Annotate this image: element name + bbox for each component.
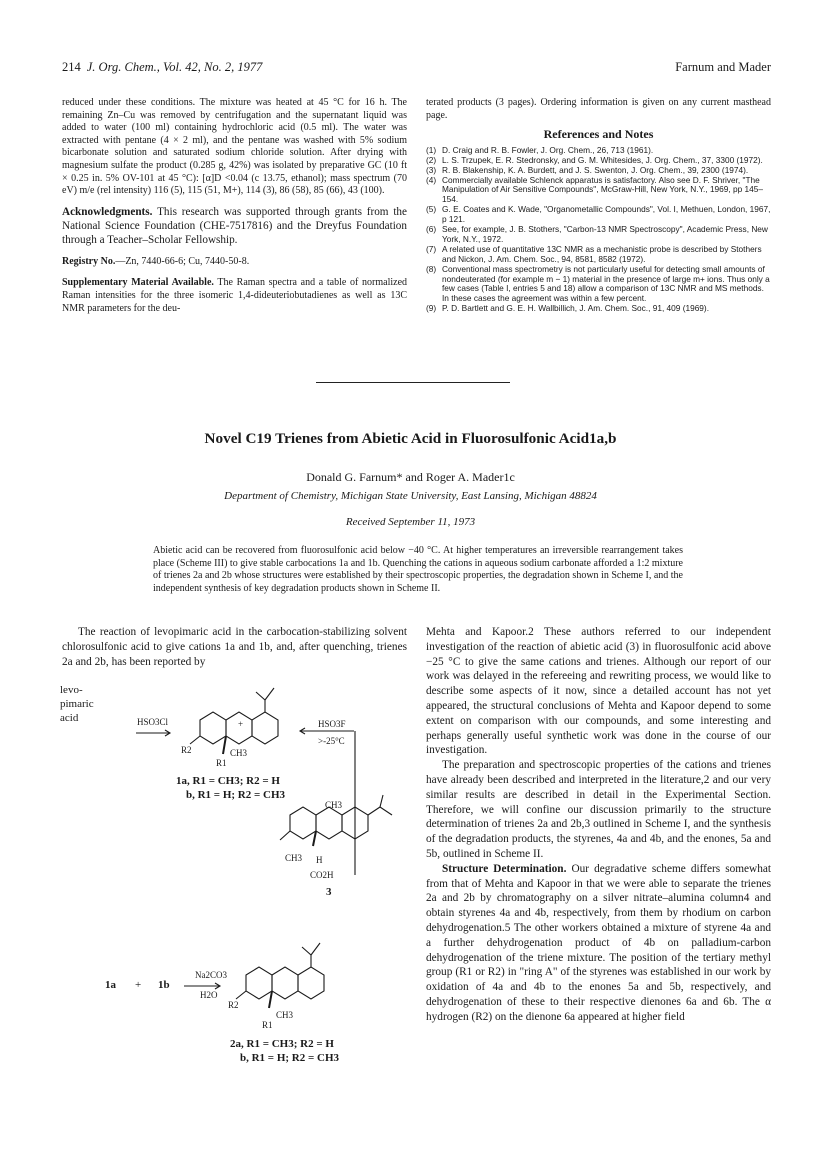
reference-text: R. B. Blakenship, K. A. Burdett, and J. S. Swenton, J. Org. Chem., 39, 2300 (1974). bbox=[442, 164, 749, 175]
compound-label-1a: 1a, R1 = CH3; R2 = H bbox=[176, 775, 280, 787]
r1-label: R1 bbox=[262, 1020, 273, 1030]
reference-number: (4) bbox=[426, 174, 437, 185]
reference-number: (9) bbox=[426, 303, 437, 314]
reference-text: Commercially available Schlenck apparatus is satisfactory. Also see D. F. Shriver, "The Manipulation of Air Sensitive Compounds", McGraw-Hill, New York, N.Y., 1969, pp 145–154. bbox=[442, 174, 764, 205]
carboxyl-label: CO2H bbox=[310, 870, 334, 880]
reference-text: D. Craig and R. B. Fowler, J. Org. Chem., 26, 713 (1961). bbox=[442, 144, 654, 155]
compound-label-2b: b, R1 = H; R2 = CH3 bbox=[240, 1052, 340, 1064]
reference-text: Conventional mass spectrometry is not particularly useful for detecting small amounts of nondeuterated (for example m − 1) material in the presence of large m+ ions. Thus only a few cases (Table I, entries 5 and 18) allow a comparison of 13C NMR and MS methods. In these cases the agreement was within a few percent. bbox=[442, 263, 770, 304]
quench-plus: + bbox=[135, 979, 142, 991]
ack-heading: Acknowledgments. bbox=[62, 205, 153, 218]
methyl-label: CH3 bbox=[276, 1010, 294, 1020]
body-paragraph: Mehta and Kapoor.2 These authors referred to our independent investigation of the reaction of abietic acid (3) in fluorosulfonic acid above −25 °C to give the same cations and trienes. Although our report of our work was delayed in the refereeing and rewriting process, we would like to describe some aspects of it now, since a detailed account has not yet appeared, the structural conclusions of Mehta and Kapoor depend to some extent on comparison with our compounds, and some interesting and perhaps generally useful synthetic work was done in the course of our investigation. bbox=[426, 626, 771, 757]
section-text: Our degradative scheme differs somewhat from that of Mehta and Kapoor in that we were able to separate the trienes 2a and 2b by chromatography on a silver nitrate–alumina column4 and obtain styrenes 4a and 4b, respectively, from them by rhodium on carbon dehydrogenation.5 The other workers obtained a mixture of styrene 4a and a further dehydrogenation product of 4b on palladium-carbon dehydrogenation of the triene mixture. The position of the tertiary methyl group (R1 or R2) in "ring A" of the styrenes was established in our work by oxidation of 4a and 4b to the enones 5a and 5b, respectively, and dehydrogenation of these to their respective dienones 6a and 6b. The α hydrogen (R2) on the dienone 6a appeared at higher field bbox=[426, 862, 771, 1023]
page-number: 214 bbox=[62, 60, 81, 74]
reference-text: See, for example, J. B. Stothers, "Carbon-13 NMR Spectroscopy", Academic Press, New York, N.Y., 1972. bbox=[442, 224, 768, 244]
reference-number: (5) bbox=[426, 204, 437, 215]
reagent-hso3f: HSO3F bbox=[318, 719, 346, 729]
r1-label: R1 bbox=[216, 758, 227, 768]
reference-text: G. E. Coates and K. Wade, "Organometallic Compounds", Vol. I, Methuen, London, 1967, p 121. bbox=[442, 204, 771, 225]
reference-number: (1) bbox=[426, 144, 437, 155]
reactant-levo: levo- bbox=[60, 684, 83, 696]
compound-label-1b: b, R1 = H; R2 = CH3 bbox=[186, 789, 286, 801]
r2-label: R2 bbox=[228, 1000, 239, 1010]
reactant-acid: acid bbox=[60, 712, 79, 724]
compound-label-2a: 2a, R1 = CH3; R2 = H bbox=[230, 1038, 334, 1050]
body-intro: The reaction of levopimaric acid in the carbocation-stabilizing solvent chlorosulfonic acid to give cations 1a and 1b, and, after quenching, trienes 2a and 2b, has been reported by bbox=[62, 626, 407, 668]
reagent-hso3cl: HSO3Cl bbox=[137, 717, 169, 727]
affiliation: Department of Chemistry, Michigan State University, East Lansing, Michigan 48824 bbox=[224, 490, 597, 502]
reference-number: (3) bbox=[426, 164, 437, 175]
cation-structure bbox=[190, 688, 278, 754]
supp-heading: Supplementary Material Available. bbox=[62, 277, 214, 289]
reference-number: (6) bbox=[426, 224, 437, 235]
reference-text: A related use of quantitative 13C NMR as a mechanistic probe is described by Stothers and Nickon, J. Am. Chem. Soc., 94, 8581, 8582 (1972). bbox=[442, 243, 762, 264]
reactant-pimaric: pimaric bbox=[60, 698, 94, 710]
compound-label-3: 3 bbox=[326, 886, 332, 898]
article-title: Novel C19 Trienes from Abietic Acid in Fluorosulfonic Acid1a,b bbox=[204, 430, 617, 447]
r2-label: R2 bbox=[181, 745, 192, 755]
reaction-temperature: >-25°C bbox=[318, 736, 345, 746]
section-heading: Structure Determination. bbox=[442, 862, 567, 875]
continuation-paragraph: terated products (3 pages). Ordering information is given on any current masthead page. bbox=[426, 97, 771, 121]
registry-text: —Zn, 7440-66-6; Cu, 7440-50-8. bbox=[115, 255, 250, 267]
quench-reactant-1b: 1b bbox=[158, 979, 170, 991]
reference-number: (7) bbox=[426, 243, 437, 254]
references-heading: References and Notes bbox=[543, 127, 654, 142]
reference-number: (8) bbox=[426, 263, 437, 274]
hydrogen-label: H bbox=[316, 855, 323, 865]
ack-text: This research was supported through grants from the National Science Foundation (CHE-7517816) and the Dreyfus Foundation through a Teacher–Scholar Fellowship. bbox=[62, 205, 407, 246]
running-authors: Farnum and Mader bbox=[675, 60, 771, 74]
reagent-h2o: H2O bbox=[200, 990, 218, 1000]
abstract: Abietic acid can be recovered from fluorosulfonic acid below −40 °C. At higher temperatures an irreversible rearrangement takes place (Scheme III) to give stable carbocations 1a and 1b. Quenching the cations in aqueous sodium carbonate afforded a 1:2 mixture of trienes 2a and 2b whose structures were established by their spectroscopic properties, the degradation shown in Scheme I, and the independent synthesis of key degradation products shown in Scheme II. bbox=[153, 545, 683, 595]
experimental-paragraph: reduced under these conditions. The mixture was heated at 45 °C for 16 h. The remaining Zn–Cu was removed by centrifugation and the supernatant liquid was added to water (100 ml) containing hydrochloric acid (0.5 ml). The water was extracted with pentane (4 × 2 ml), and the pentane was washed with 5% sodium bicarbonate solution and saturated sodium chloride solution. After drying with magnesium sulfate the product (0.285 g, 42%) was isolated by preparative GC (10 ft × 0.25 in. 5% OV-101 at 45 °C): [α]D <0.04 (c 13.75, ethanol); mass spectrum (70 eV) m/e (rel intensity) 116 (5), 115 (51, M+), 114 (3), 86 (58), 85 (66), 43 (100). bbox=[62, 97, 407, 197]
reagent-na2co3: Na2CO3 bbox=[195, 970, 227, 980]
received-date: Received September 11, 1973 bbox=[345, 516, 476, 528]
methyl-label: CH3 bbox=[230, 748, 248, 758]
reference-text: P. D. Bartlett and G. E. H. Wallbillich, J. Am. Chem. Soc., 91, 409 (1969). bbox=[442, 303, 709, 314]
body-paragraph: The preparation and spectroscopic properties of the cations and trienes have already been described and interpreted in the literature,2 and our very similar results are described in detail in the Experimental Section. Therefore, we will confine our discussion primarily to the structure determination of trienes 2a and 2b,3 outlined in Scheme I, and the synthesis of the degradation products, the styrenes, 4a and 4b, and the enones, 5a and 5b, outlined in Scheme II. bbox=[426, 759, 771, 860]
journal-citation: J. Org. Chem., Vol. 42, No. 2, 1977 bbox=[86, 60, 263, 74]
methyl-label: CH3 bbox=[285, 853, 303, 863]
triene-structure bbox=[236, 943, 324, 1008]
reference-number: (2) bbox=[426, 154, 437, 165]
registry-heading: Registry No. bbox=[62, 255, 116, 267]
article-authors: Donald G. Farnum* and Roger A. Mader1c bbox=[306, 470, 515, 484]
quench-reactant-1a: 1a bbox=[105, 979, 116, 991]
supp-text: The Raman spectra and a table of normalized Raman intensities for the three isomeric 1,4-dideuteriobutadienes as well as 13C NMR parameters for the deu- bbox=[62, 277, 408, 314]
cation-charge: + bbox=[238, 719, 244, 729]
reference-text: L. S. Trzupek, E. R. Stedronsky, and G. M. Whitesides, J. Org. Chem., 37, 3300 (1972). bbox=[442, 154, 763, 165]
methyl-label: CH3 bbox=[325, 800, 343, 810]
